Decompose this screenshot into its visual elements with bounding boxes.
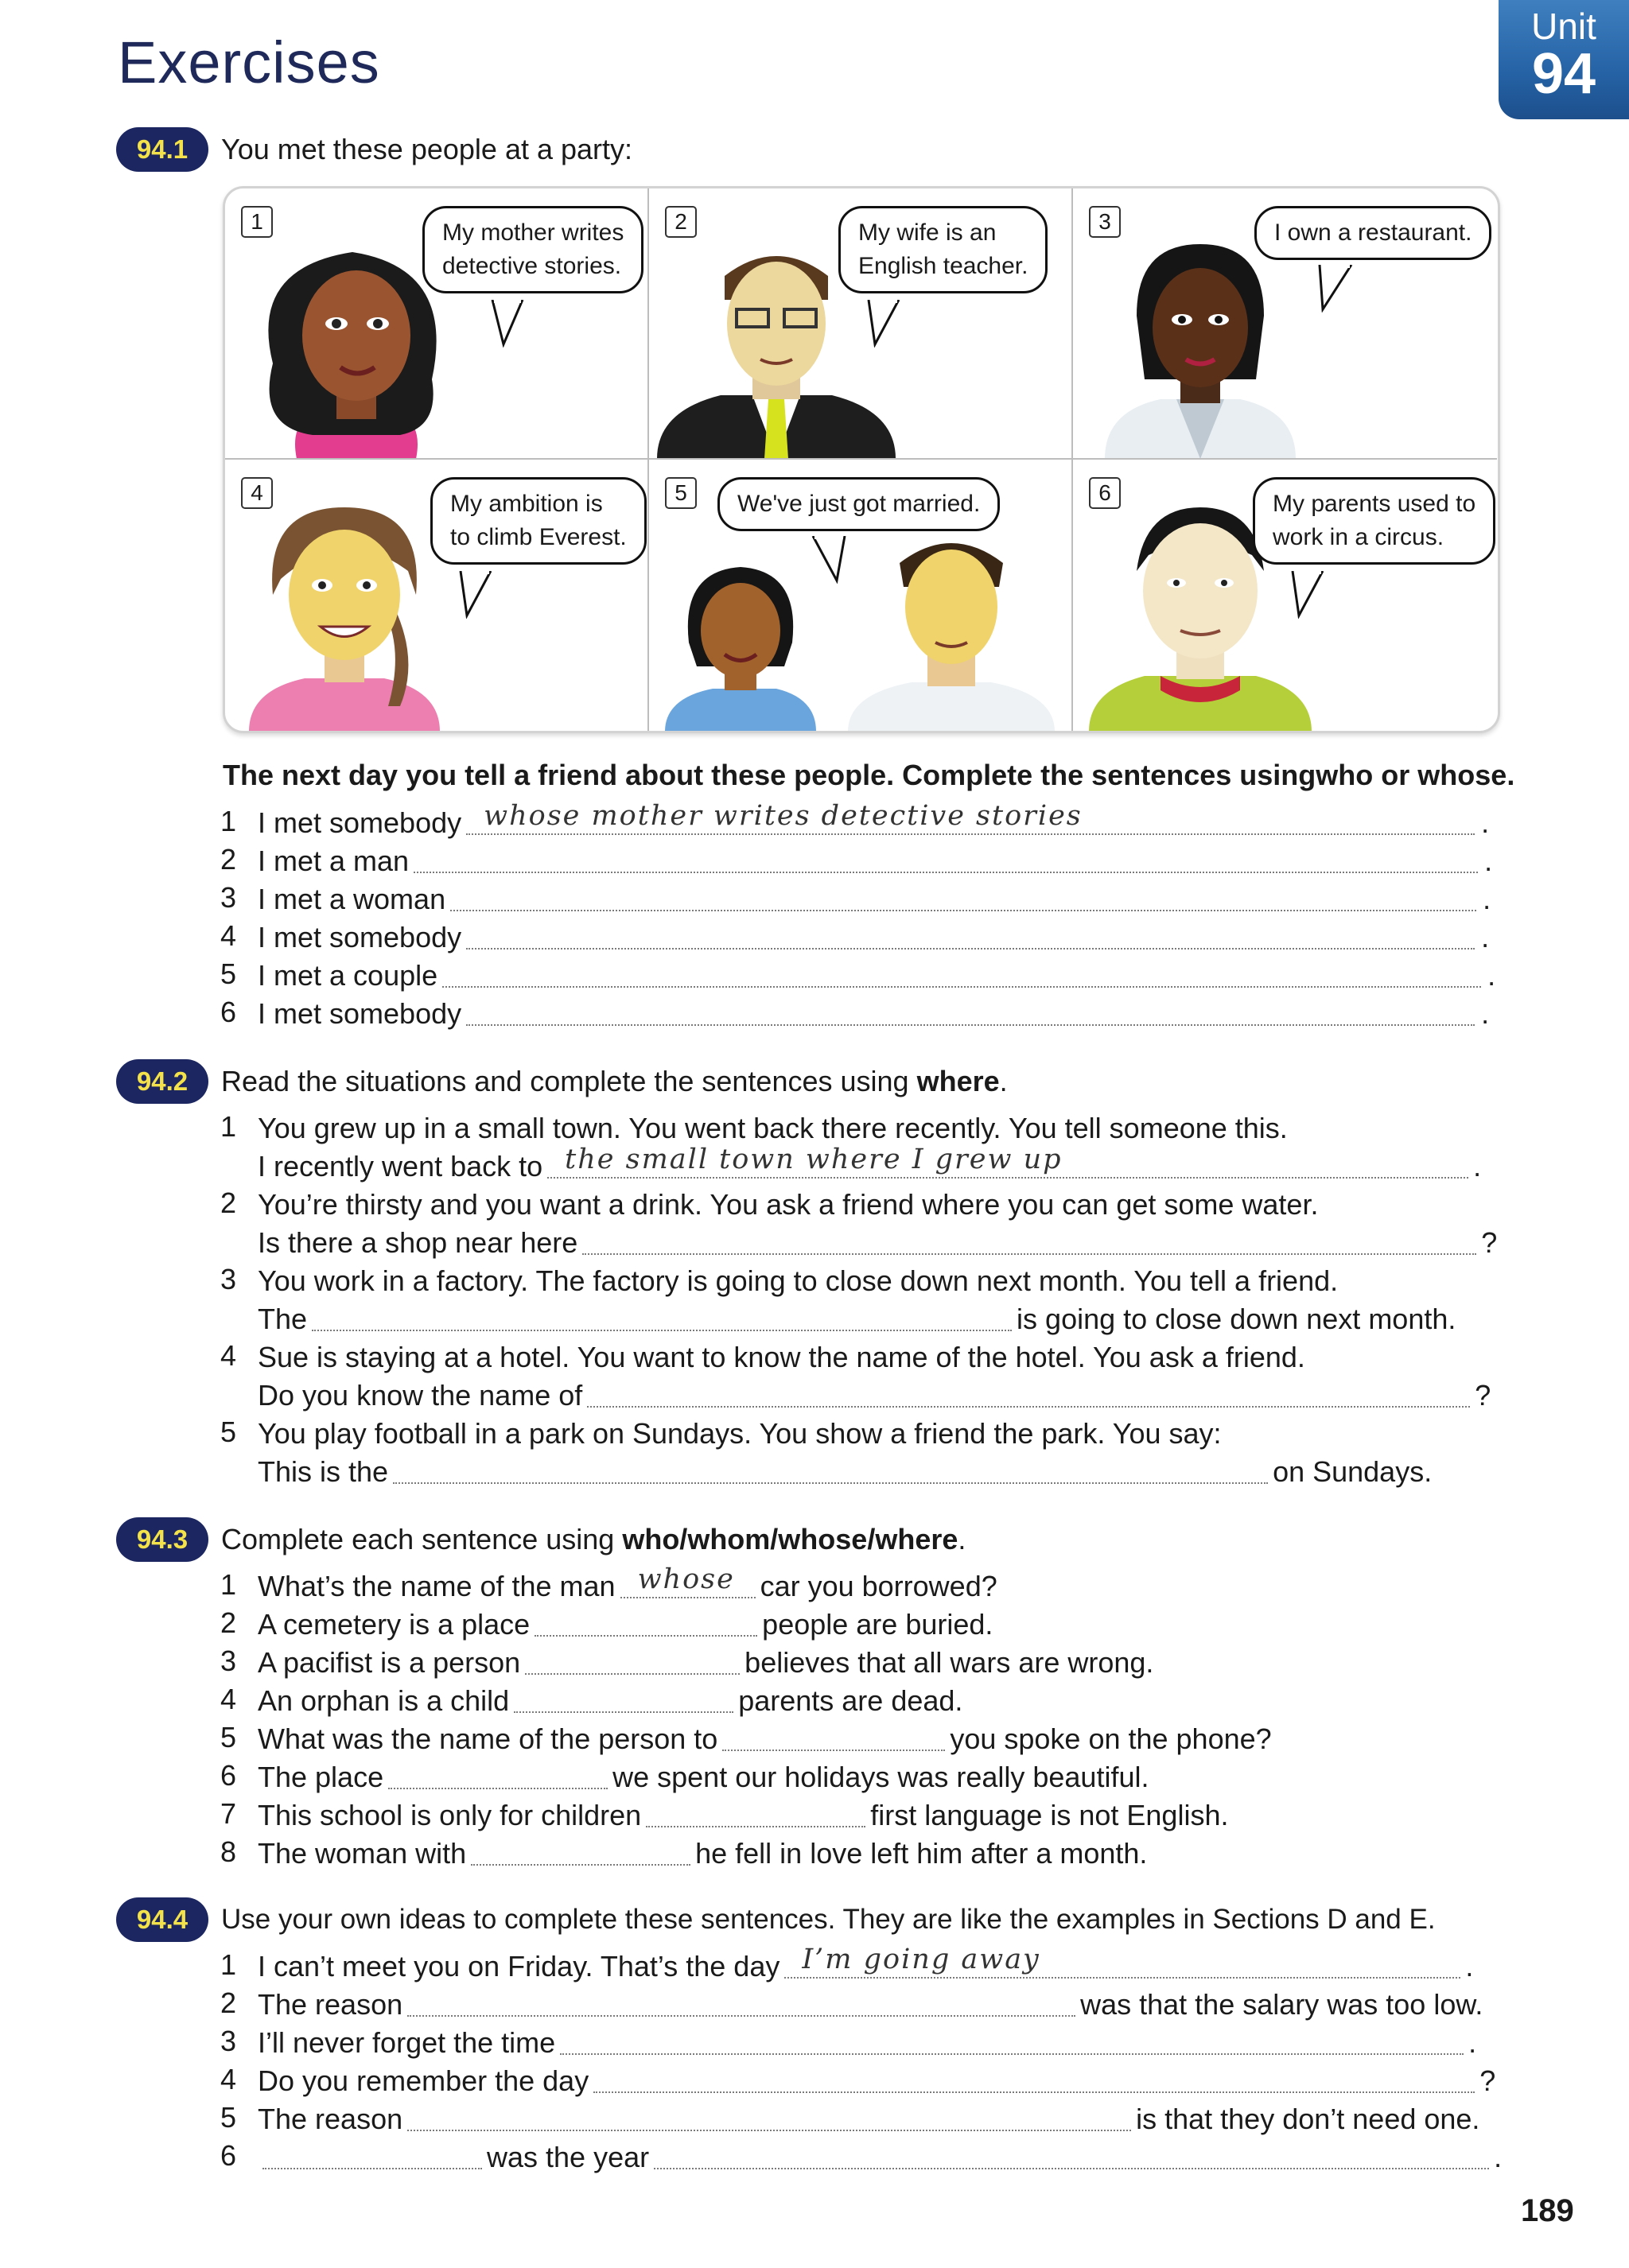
item-situation: You’re thirsty and you want a drink. You ask a friend where you can get some water.: [258, 1188, 1319, 1221]
item-prompt: What’s the name of the man: [258, 1570, 616, 1602]
bubble-tail: [488, 300, 535, 348]
item-continuation: people are buried.: [762, 1608, 993, 1641]
item-number: 2: [220, 1186, 237, 1219]
answer-field[interactable]: [442, 957, 1481, 988]
speech-bubble: [422, 206, 643, 293]
item-prompt: What was the name of the person to: [258, 1722, 718, 1755]
answer-field[interactable]: [312, 1301, 1012, 1331]
item-number: 3: [220, 2025, 237, 2057]
handwritten-answer: I’m going away: [802, 1944, 1040, 1975]
item-continuation: is that they don’t need one.: [1136, 2103, 1480, 2135]
bubble-tail: [805, 536, 861, 584]
instruction-keyword: where: [916, 1065, 1000, 1097]
sentence-end: .: [1468, 2026, 1477, 2059]
item-prompt: Is there a shop near here: [258, 1226, 578, 1259]
handwritten-answer: the small town where I grew up: [565, 1144, 1063, 1175]
sentence-end: is going to close down next month.: [1017, 1303, 1456, 1335]
item-prompt: I met a couple: [258, 959, 438, 992]
bubble-line: English teacher.: [858, 253, 1028, 279]
item-number: 5: [220, 1416, 237, 1448]
bubble-tail: [864, 300, 912, 348]
instruction-text: Read the situations and complete the sentences using: [221, 1065, 917, 1097]
item-number: 4: [220, 919, 237, 952]
bubble-line: We've just got married.: [737, 491, 981, 517]
bubble-line: My ambition is: [450, 491, 603, 517]
sentence-end: ?: [1481, 1226, 1498, 1259]
item-number: 4: [220, 1683, 237, 1715]
exercise-item: [220, 1719, 1272, 1756]
exercise-item: [220, 1681, 963, 1718]
answer-field[interactable]: [722, 1721, 945, 1751]
exercise-item: [220, 1985, 1483, 2021]
exercise-item: [220, 1944, 1474, 1983]
instruction-text: The next day you tell a friend about these people. Complete the sentences using: [223, 759, 1316, 791]
panel-1: [225, 188, 649, 460]
answer-field[interactable]: [784, 1944, 1460, 1979]
bubble-tail: [456, 571, 503, 619]
exercise-item: [220, 1605, 993, 1641]
bubble-line: My wife is an: [858, 219, 997, 246]
answer-field[interactable]: [547, 1144, 1468, 1179]
item-prompt: This school is only for children: [258, 1799, 642, 1831]
exercise-item: [220, 1563, 997, 1603]
speech-bubble: [838, 206, 1048, 293]
exercise-badge: 94.2: [116, 1059, 208, 1104]
speech-bubble: [717, 477, 1000, 531]
exercise-item: [220, 1261, 1339, 1298]
panel-number: 3: [1089, 206, 1121, 238]
exercise-item: [220, 1643, 1154, 1680]
exercise-item: [220, 1757, 1149, 1794]
answer-field[interactable]: [514, 1683, 733, 1713]
item-continuation: car you borrowed?: [760, 1570, 997, 1602]
panel-5: [649, 460, 1073, 731]
item-situation: You grew up in a small town. You went back there recently. You tell someone this.: [258, 1112, 1288, 1144]
panel-number: 2: [665, 206, 697, 238]
page-number: 189: [1521, 2193, 1574, 2228]
item-continuation: was that the salary was too low.: [1080, 1988, 1483, 2021]
instruction-keyword: whose: [1417, 759, 1507, 791]
item-number: 3: [220, 1263, 237, 1295]
answer-field[interactable]: [407, 2101, 1131, 2131]
item-continuation: first language is not English.: [870, 1799, 1229, 1831]
item-prompt: I’ll never forget the time: [258, 2026, 556, 2059]
exercise-item: [220, 2099, 1480, 2136]
item-prompt: The: [258, 1303, 308, 1335]
item-number: 7: [220, 1797, 237, 1830]
exercise-badge: 94.4: [116, 1897, 208, 1942]
item-prompt: The reason: [258, 2103, 403, 2135]
exercise-item: [220, 1414, 1222, 1451]
answer-field[interactable]: [587, 1377, 1470, 1408]
exercise-item: [220, 2061, 1496, 2098]
exercise-badge: 94.1: [116, 127, 208, 172]
item-continuation: we spent our holidays was really beautiful.: [612, 1761, 1149, 1793]
answer-field[interactable]: [582, 1225, 1476, 1255]
instruction-text: .: [958, 1523, 966, 1555]
sentence-end: .: [1487, 959, 1496, 992]
item-number: 5: [220, 1721, 237, 1753]
section-94-4-header: [116, 1897, 1436, 1942]
exercise-badge: 94.3: [116, 1517, 208, 1562]
item-prompt: I met somebody: [258, 806, 462, 839]
item-number: 2: [220, 1986, 237, 2019]
bubble-line: work in a circus.: [1273, 524, 1444, 550]
speech-bubble: [1253, 477, 1495, 565]
sentence-end: .: [1473, 1150, 1482, 1183]
exercise-instruction: Use your own ideas to complete these sentences. They are like the examples in Sections D and E.: [221, 1904, 1436, 1935]
item-prompt: An orphan is a child: [258, 1684, 510, 1717]
bubble-line: My parents used to: [1273, 491, 1476, 517]
woman-ponytail-illustration: [233, 476, 456, 731]
item-prompt: I met somebody: [258, 997, 462, 1030]
sentence-end: .: [1484, 845, 1493, 877]
panel-number: 4: [241, 477, 273, 509]
item-prompt: Do you know the name of: [258, 1379, 583, 1412]
answer-field[interactable]: [466, 800, 1475, 835]
panel-4: [225, 460, 649, 731]
panel-2: [649, 188, 1073, 460]
instruction-keyword: who: [1316, 759, 1374, 791]
bubble-tail: [1288, 571, 1335, 619]
item-number: 5: [220, 957, 237, 990]
item-prompt: I recently went back to: [258, 1150, 543, 1183]
bubble-line: My mother writes: [442, 219, 624, 246]
panel-number: 5: [665, 477, 697, 509]
answer-field[interactable]: [654, 2139, 1489, 2169]
item-number: 3: [220, 1645, 237, 1677]
answer-field[interactable]: [393, 1454, 1268, 1484]
exercise-item-completion: [258, 1299, 1456, 1336]
item-continuation: believes that all wars are wrong.: [745, 1646, 1154, 1679]
handwritten-answer: whose mother writes detective stories: [484, 800, 1083, 832]
item-number: 3: [220, 881, 237, 914]
party-picture-panel: [223, 186, 1500, 733]
exercise-followup-instruction: [223, 755, 1514, 792]
exercise-instruction: [221, 1523, 966, 1556]
exercise-item: [220, 918, 1490, 954]
sentence-end: .: [1481, 921, 1490, 953]
item-prompt: I met somebody: [258, 921, 462, 953]
answer-field[interactable]: [407, 1986, 1075, 2017]
instruction-text: .: [999, 1065, 1008, 1097]
exercise-item-completion: [258, 1144, 1482, 1183]
page-title: Exercises: [118, 29, 380, 95]
item-number: 4: [220, 2063, 237, 2095]
item-number: 8: [220, 1835, 237, 1868]
handwritten-answer: whose: [637, 1563, 735, 1595]
exercise-item: [220, 1834, 1148, 1870]
item-number: 6: [220, 1759, 237, 1792]
bubble-line: detective stories.: [442, 253, 622, 279]
panel-number: 6: [1089, 477, 1121, 509]
speech-bubble: [430, 477, 647, 565]
item-prompt: The reason: [258, 1988, 403, 2021]
item-prompt: I met a man: [258, 845, 410, 877]
exercise-item: [220, 1185, 1319, 1221]
instruction-text: or: [1373, 759, 1418, 791]
item-number: 1: [220, 805, 237, 837]
item-prompt: Do you remember the day: [258, 2064, 589, 2097]
exercise-item: [220, 1796, 1229, 1832]
answer-field[interactable]: [450, 881, 1476, 911]
exercise-item: [220, 1109, 1288, 1145]
speech-bubble: [1254, 206, 1491, 260]
instruction-keyword: who/whom/whose/where: [622, 1523, 958, 1555]
sentence-end: ?: [1479, 2064, 1496, 2097]
panel-6: [1073, 460, 1497, 731]
answer-field[interactable]: [593, 2063, 1475, 2093]
item-continuation: you spoke on the phone?: [950, 1722, 1272, 1755]
answer-field[interactable]: [388, 1759, 608, 1789]
bubble-line: I own a restaurant.: [1274, 219, 1472, 246]
item-number: 6: [220, 996, 237, 1028]
item-number: 6: [220, 2139, 237, 2172]
sentence-end: .: [1483, 883, 1491, 915]
item-prompt: A pacifist is a person: [258, 1646, 521, 1679]
instruction-text: Complete each sentence using: [221, 1523, 623, 1555]
item-continuation: he fell in love left him after a month.: [695, 1837, 1148, 1870]
answer-field[interactable]: [646, 1797, 865, 1827]
sentence-end: on Sundays.: [1273, 1455, 1433, 1488]
item-number: 5: [220, 2101, 237, 2134]
answer-field[interactable]: [466, 996, 1475, 1026]
exercise-item-completion: [258, 1376, 1491, 1412]
panel-3: [1073, 188, 1497, 460]
exercise-item-completion: [258, 1452, 1432, 1489]
exercise-item: [220, 841, 1493, 878]
sentence-end: .: [1481, 806, 1490, 839]
item-number: 2: [220, 843, 237, 876]
sentence-end: .: [1494, 2141, 1503, 2173]
answer-field[interactable]: [560, 2025, 1464, 2055]
answer-field[interactable]: [262, 2139, 482, 2169]
item-prompt: I met a woman: [258, 883, 446, 915]
item-prompt: I can’t meet you on Friday. That’s the day: [258, 1950, 780, 1983]
section-94-2-header: [116, 1059, 1008, 1104]
exercise-item: [220, 800, 1490, 840]
instruction-text: .: [1507, 759, 1515, 791]
exercise-item-completion: [258, 1223, 1497, 1260]
exercise-instruction: [221, 1065, 1008, 1098]
item-number: 1: [220, 1110, 237, 1143]
exercise-instruction: You met these people at a party:: [221, 133, 633, 165]
panel-number: 1: [241, 206, 273, 238]
exercise-item: [220, 994, 1490, 1031]
bubble-line: to climb Everest.: [450, 524, 627, 550]
item-number: 4: [220, 1339, 237, 1372]
answer-field[interactable]: [414, 843, 1478, 873]
item-prompt: The woman with: [258, 1837, 467, 1870]
exercise-item: [220, 2138, 1503, 2174]
item-number: 2: [220, 1606, 237, 1639]
answer-field[interactable]: [471, 1835, 690, 1866]
item-continuation: parents are dead.: [738, 1684, 963, 1717]
item-prompt: This is the: [258, 1455, 389, 1488]
item-prompt: The place: [258, 1761, 384, 1793]
item-number: 1: [220, 1948, 237, 1981]
exercise-item: [220, 1338, 1305, 1374]
item-number: 1: [220, 1568, 237, 1601]
unit-number: 94: [1531, 42, 1596, 106]
bubble-tail: [1312, 265, 1367, 313]
exercise-item: [220, 880, 1491, 916]
exercise-item: [220, 956, 1496, 992]
item-situation: You play football in a park on Sundays. You show a friend the park. You say:: [258, 1417, 1222, 1450]
answer-field[interactable]: [535, 1606, 757, 1637]
unit-label: Unit: [1531, 6, 1596, 47]
section-94-1-header: [116, 127, 632, 172]
exercise-item: [220, 2023, 1477, 2060]
answer-field[interactable]: [620, 1563, 756, 1598]
item-situation: Sue is staying at a hotel. You want to know the name of the hotel. You ask a friend.: [258, 1341, 1305, 1373]
answer-field[interactable]: [466, 919, 1475, 950]
item-prompt: A cemetery is a place: [258, 1608, 531, 1641]
unit-tab: [1499, 0, 1629, 119]
item-continuation: was the year: [487, 2141, 650, 2173]
sentence-end: ?: [1475, 1379, 1491, 1412]
sentence-end: .: [1481, 997, 1490, 1030]
sentence-end: .: [1465, 1950, 1474, 1983]
answer-field[interactable]: [525, 1645, 740, 1675]
section-94-3-header: [116, 1517, 966, 1562]
item-situation: You work in a factory. The factory is going to close down next month. You tell a friend.: [258, 1264, 1339, 1297]
